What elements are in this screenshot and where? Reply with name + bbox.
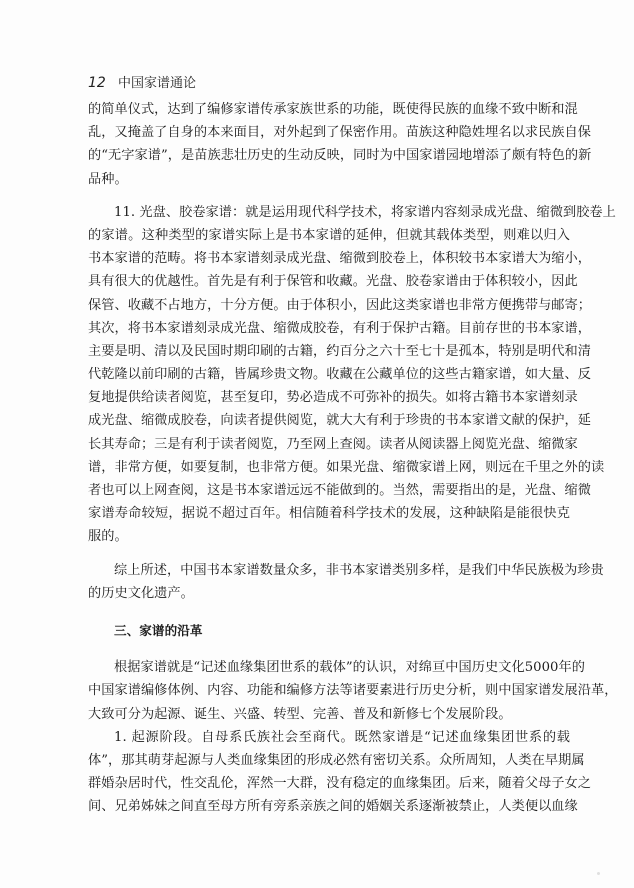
text-line: 主要是明、清以及民国时期印刷的古籍，约百分之六十至七十是孤本，特别是明代和清	[88, 343, 592, 359]
text-line: 成光盘、缩微成胶卷，向读者提供阅览，就大大有利于珍贵的书本家谱文献的保护，延	[88, 413, 592, 429]
paragraph	[88, 98, 592, 191]
text-line: 体”，那其萌芽起源与人类血缘集团的形成必然有密切关系。众所周知，人类在早期属	[88, 752, 585, 768]
text-line: 1. 起源阶段。自母系氏族社会至商代。既然家谱是“记述血缘集团世系的载	[114, 729, 570, 745]
paragraph-gap	[88, 605, 570, 619]
text-line: 代乾隆以前印刷的古籍，皆属珍贵文物。收藏在公藏单位的这些古籍家谱，如大量、反	[88, 367, 592, 383]
page-body	[88, 98, 618, 818]
text-line: 具有很大的优越性。首先是有利于保管和收藏。光盘、胶卷家谱由于体积较小，因此	[88, 274, 578, 290]
paragraph-gap	[88, 549, 570, 559]
text-line: 家谱寿命较短，据说不超过百年。相信随着科学技术的发展，这种缺陷是能很快克	[88, 506, 570, 522]
text-line: 的“无字家谱”，是苗族悲壮历史的生动反映，同时为中国家谱园地增添了颇有特色的新	[88, 148, 592, 164]
paragraph	[88, 656, 618, 726]
paragraph	[88, 559, 604, 605]
paragraph-gap	[88, 642, 570, 656]
text-line: 的历史文化遗产。	[88, 585, 194, 601]
text-line: 保管、收藏不占地方，十分方便。由于体积小，因此这类家谱也非常方便携带与邮寄；	[88, 297, 592, 313]
text-line: 11. 光盘、胶卷家谱：就是运用现代科学技术，将家谱内容刻录成光盘、缩微到胶卷上	[114, 204, 616, 220]
paragraph	[88, 201, 616, 549]
text-line: 者也可以上网查阅，这是书本家谱远远不能做到的。当然，需要指出的是，光盘、缩微	[88, 483, 592, 498]
text-line: 谱，非常方便，如要复制，也非常方便。如果光盘、缩微家谱上网，则远在千里之外的读	[88, 459, 605, 475]
text-line: 综上所述，中国书本家谱数量众多，非书本家谱类别多样，是我们中华民族极为珍贵	[114, 562, 604, 578]
text-line: 群婚杂居时代，性交乱伦，浑然一大群，没有稳定的血缘集团。后来，随着父母子女之	[88, 776, 592, 792]
text-line: 大致可分为起源、诞生、兴盛、转型、完善、普及和新修七个发展阶段。	[88, 706, 512, 722]
text-line: 间、兄弟姊妹之间直至母方所有旁系亲族之间的婚姻关系逐渐被禁止，人类便以血缘	[88, 799, 578, 815]
text-line: 复地提供给读者阅览，甚至复印，势必造成不可弥补的损失。如将古籍书本家谱刻录	[88, 390, 578, 406]
page-speck	[597, 872, 600, 875]
text-line: 书本家谱的范畴。将书本家谱刻录成光盘、缩微到胶卷上，体积较书本家谱大为缩小，	[88, 251, 592, 267]
text-line: 其次，将书本家谱刻录成光盘、缩微成胶卷，有利于保护古籍。目前存世的书本家谱，	[88, 320, 592, 336]
paragraph-gap	[88, 191, 570, 201]
text-line: 的家谱。这种类型的家谱实际上是书本家谱的延伸，但就其载体类型，则难以归入	[88, 227, 570, 243]
text-line: 品种。	[88, 171, 128, 187]
text-line: 长其寿命；三是有利于读者阅览，乃至网上查阅。读者从阅读器上阅览光盘、缩微家	[88, 436, 578, 452]
book-title: 中国家谱通论	[117, 76, 196, 91]
text-line: 乱，又掩盖了自身的本来面目，对外起到了保密作用。苗族这种隐姓埋名以求民族自保	[88, 125, 592, 141]
text-line: 的简单仪式，达到了编修家谱传承家族世系的功能，既使得民族的血缘不致中断和混	[88, 102, 578, 117]
text-line: 服的。	[88, 529, 128, 545]
text-line: 中国家谱编修体例、内容、功能和编修方法等诸要素进行历史分析，则中国家谱发展沿革，	[88, 683, 618, 699]
section-heading: 三、家谱的沿革	[114, 622, 203, 638]
page-number: 12	[88, 75, 106, 91]
text-line: 根据家谱就是“记述血缘集团世系的载体”的认识，对绵亘中国历史文化5000年的	[114, 660, 585, 676]
paragraph	[88, 726, 592, 819]
running-header	[88, 72, 196, 91]
